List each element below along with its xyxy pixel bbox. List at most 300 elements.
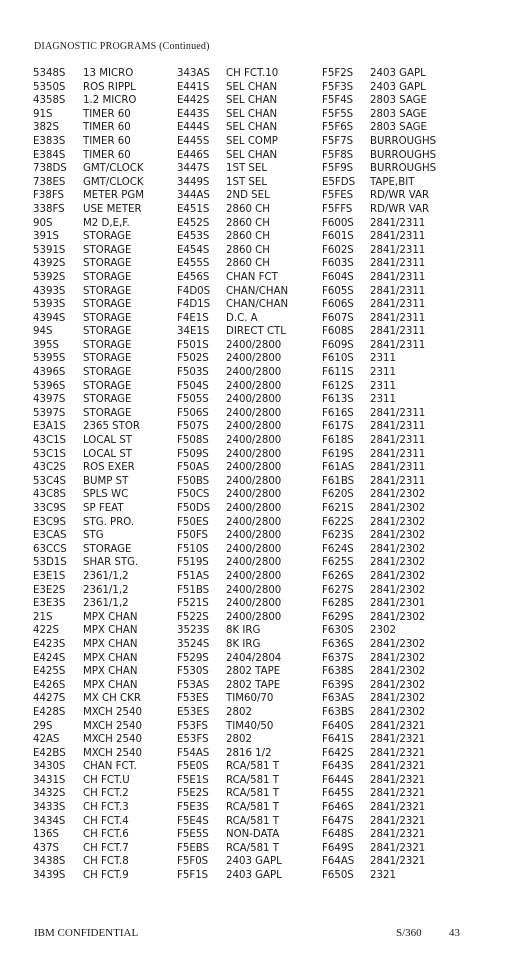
- cell-name-3: 2841/2302: [370, 489, 426, 501]
- cell-code-1: 43C1S: [33, 435, 67, 447]
- cell-code-2: F522S: [177, 611, 209, 623]
- table-row: [0, 81, 526, 95]
- cell-code-3: F641S: [322, 734, 354, 746]
- cell-name-2: CHAN/CHAN: [226, 299, 289, 311]
- page-number: 43: [449, 927, 460, 939]
- cell-name-2: 2400/2800: [226, 407, 282, 419]
- cell-code-1: E384S: [33, 149, 66, 161]
- table-row: [0, 787, 526, 801]
- cell-code-2: F5F0S: [177, 856, 209, 868]
- cell-name-2: TIM60/70: [226, 693, 274, 705]
- cell-code-2: F4D1S: [177, 299, 211, 311]
- cell-name-2: CHAN/CHAN: [226, 285, 289, 297]
- cell-name-2: 2400/2800: [226, 435, 282, 447]
- cell-name-1: MX CH CKR: [83, 693, 141, 705]
- cell-name-3: TAPE,BIT: [370, 176, 415, 188]
- table-row: [0, 121, 526, 135]
- cell-code-1: 4392S: [33, 258, 66, 270]
- cell-name-2: 2860 CH: [226, 231, 270, 243]
- cell-code-1: 437S: [33, 842, 59, 854]
- cell-name-1: MPX CHAN: [83, 638, 138, 650]
- cell-name-1: MPX CHAN: [83, 679, 138, 691]
- cell-name-2: 2802 TAPE: [226, 679, 281, 691]
- cell-name-2: 2400/2800: [226, 394, 282, 406]
- cell-name-1: STORAGE: [83, 312, 132, 324]
- table-row: [0, 176, 526, 190]
- cell-name-1: STORAGE: [83, 258, 132, 270]
- cell-code-1: 5397S: [33, 407, 66, 419]
- table-row: [0, 393, 526, 407]
- cell-code-2: F502S: [177, 353, 209, 365]
- cell-code-1: 4393S: [33, 285, 66, 297]
- cell-code-3: F620S: [322, 489, 354, 501]
- table-row: [0, 869, 526, 883]
- cell-code-3: E5FDS: [322, 176, 356, 188]
- cell-code-3: F610S: [322, 353, 354, 365]
- cell-name-1: METER PGM: [83, 190, 145, 202]
- table-row: [0, 842, 526, 856]
- cell-code-1: 3434S: [33, 815, 66, 827]
- cell-name-3: 2841/2302: [370, 543, 426, 555]
- cell-name-3: 2841/2302: [370, 706, 426, 718]
- cell-code-2: 3524S: [177, 638, 210, 650]
- cell-name-1: STORAGE: [83, 407, 132, 419]
- cell-code-1: 43C8S: [33, 489, 67, 501]
- cell-code-3: F638S: [322, 666, 354, 678]
- cell-code-1: E425S: [33, 666, 66, 678]
- cell-code-3: F603S: [322, 258, 354, 270]
- cell-name-3: BURROUGHS: [370, 149, 437, 161]
- cell-code-3: F636S: [322, 638, 354, 650]
- cell-name-2: SEL CHAN: [226, 122, 278, 134]
- cell-name-1: 1.2 MICRO: [83, 95, 137, 107]
- cell-code-3: F618S: [322, 435, 354, 447]
- cell-name-3: 2841/2311: [370, 271, 426, 283]
- cell-name-1: SP FEAT: [83, 503, 124, 514]
- cell-code-2: F529S: [177, 652, 209, 664]
- cell-code-2: E53FS: [177, 734, 209, 746]
- table-row: [0, 488, 526, 502]
- cell-code-1: 738DS: [33, 163, 67, 175]
- cell-name-2: 2400/2800: [226, 584, 282, 596]
- cell-name-2: D.C. A: [226, 312, 258, 324]
- cell-code-3: F611S: [322, 367, 354, 379]
- cell-code-3: F621S: [322, 503, 354, 514]
- cell-code-2: F50AS: [177, 462, 210, 474]
- cell-name-2: 2400/2800: [226, 557, 282, 569]
- cell-name-3: 2803 SAGE: [370, 95, 427, 107]
- cell-code-2: F510S: [177, 543, 209, 555]
- cell-name-3: 2841/2302: [370, 638, 426, 650]
- cell-name-2: 2400/2800: [226, 611, 282, 623]
- table-row: [0, 149, 526, 163]
- cell-name-3: 2841/2302: [370, 666, 426, 678]
- cell-name-1: STORAGE: [83, 326, 132, 338]
- cell-code-3: F605S: [322, 285, 354, 297]
- cell-name-2: SEL CHAN: [226, 81, 278, 93]
- cell-name-1: USE METER: [83, 203, 142, 215]
- table-row: [0, 584, 526, 598]
- cell-name-1: CH FCT.8: [83, 856, 129, 868]
- cell-code-1: 5348S: [33, 68, 66, 79]
- cell-code-2: E446S: [177, 149, 210, 161]
- cell-name-2: 1ST SEL: [226, 176, 267, 188]
- cell-code-3: F61BS: [322, 475, 355, 487]
- cell-name-1: STORAGE: [83, 339, 132, 351]
- table-row: [0, 543, 526, 557]
- cell-name-2: 2400/2800: [226, 475, 282, 487]
- table-row: [0, 257, 526, 271]
- table-row: [0, 556, 526, 570]
- cell-code-2: F5E2S: [177, 788, 209, 800]
- cell-name-1: CH FCT.6: [83, 829, 129, 841]
- cell-name-2: 2400/2800: [226, 530, 282, 542]
- cell-code-1: 395S: [33, 339, 59, 351]
- cell-name-3: 2803 SAGE: [370, 122, 427, 134]
- cell-name-2: NON-DATA: [226, 829, 280, 841]
- cell-name-2: TIM40/50: [226, 720, 274, 732]
- cell-name-1: MPX CHAN: [83, 652, 138, 664]
- cell-code-2: F5E3S: [177, 802, 209, 814]
- cell-name-1: STORAGE: [83, 285, 132, 297]
- cell-name-3: BURROUGHS: [370, 135, 437, 147]
- cell-code-2: F5F1S: [177, 870, 209, 882]
- cell-name-3: 2841/2311: [370, 231, 426, 243]
- cell-code-2: F4E1S: [177, 312, 209, 324]
- cell-name-3: 2841/2321: [370, 856, 426, 868]
- cell-name-2: 8K IRG: [226, 638, 261, 650]
- cell-code-2: F54AS: [177, 747, 210, 759]
- cell-name-2: RCA/581 T: [226, 842, 279, 854]
- cell-code-2: F5E1S: [177, 774, 209, 786]
- cell-name-2: SEL CHAN: [226, 95, 278, 107]
- cell-name-2: 2802 TAPE: [226, 666, 281, 678]
- cell-code-3: F647S: [322, 815, 354, 827]
- cell-code-3: F609S: [322, 339, 354, 351]
- cell-name-2: RCA/581 T: [226, 774, 279, 786]
- cell-code-3: F646S: [322, 802, 354, 814]
- cell-code-2: E444S: [177, 122, 210, 134]
- cell-name-3: 2841/2311: [370, 244, 426, 256]
- table-row: [0, 652, 526, 666]
- cell-code-3: F64AS: [322, 856, 355, 868]
- cell-code-1: E3E3S: [33, 598, 66, 610]
- cell-name-3: 2311: [370, 394, 396, 406]
- cell-name-3: 2841/2301: [370, 598, 426, 610]
- cell-code-3: F639S: [322, 679, 354, 691]
- cell-code-2: F5E4S: [177, 815, 209, 827]
- table-row: [0, 516, 526, 530]
- cell-code-2: 3523S: [177, 625, 210, 637]
- table-row: [0, 638, 526, 652]
- cell-code-2: E441S: [177, 81, 210, 93]
- cell-name-3: 2841/2302: [370, 611, 426, 623]
- cell-code-2: F508S: [177, 435, 209, 447]
- table-row: [0, 244, 526, 258]
- cell-code-3: F622S: [322, 516, 354, 528]
- cell-name-1: STORAGE: [83, 353, 132, 365]
- cell-code-1: 3439S: [33, 870, 66, 882]
- cell-code-3: F63AS: [322, 693, 355, 705]
- cell-code-2: F53ES: [177, 693, 209, 705]
- cell-name-1: TIMER 60: [83, 108, 131, 120]
- table-row: [0, 720, 526, 734]
- table-row: [0, 706, 526, 720]
- table-row: [0, 366, 526, 380]
- cell-code-3: F5F6S: [322, 122, 354, 134]
- cell-code-1: 3432S: [33, 788, 66, 800]
- cell-code-2: E451S: [177, 203, 210, 215]
- cell-name-1: STG: [83, 530, 104, 542]
- program-table: [0, 67, 526, 883]
- cell-name-2: 2860 CH: [226, 203, 270, 215]
- cell-code-2: F506S: [177, 407, 209, 419]
- cell-name-3: 2841/2302: [370, 679, 426, 691]
- table-row: [0, 828, 526, 842]
- table-row: [0, 325, 526, 339]
- cell-name-2: RCA/581 T: [226, 761, 279, 773]
- cell-name-3: 2841/2321: [370, 842, 426, 854]
- cell-code-3: F643S: [322, 761, 354, 773]
- cell-code-1: 5392S: [33, 271, 66, 283]
- table-row: [0, 285, 526, 299]
- table-row: [0, 570, 526, 584]
- cell-code-1: 5396S: [33, 380, 66, 392]
- cell-name-3: 2311: [370, 367, 396, 379]
- cell-code-1: 4397S: [33, 394, 66, 406]
- cell-name-1: LOCAL ST: [83, 448, 133, 460]
- cell-code-2: E53ES: [177, 706, 210, 718]
- cell-code-1: E428S: [33, 706, 66, 718]
- cell-name-1: STG. PRO.: [83, 516, 135, 528]
- cell-name-1: CH FCT.7: [83, 842, 129, 854]
- cell-code-2: F5EBS: [177, 842, 210, 854]
- cell-name-3: 2841/2311: [370, 326, 426, 338]
- cell-name-2: 2400/2800: [226, 462, 282, 474]
- cell-name-2: 2400/2800: [226, 421, 282, 433]
- cell-name-3: 2841/2302: [370, 530, 426, 542]
- cell-code-1: 5395S: [33, 353, 66, 365]
- cell-name-1: STORAGE: [83, 394, 132, 406]
- cell-name-1: LOCAL ST: [83, 435, 133, 447]
- cell-name-3: 2403 GAPL: [370, 68, 426, 79]
- cell-code-2: F4D0S: [177, 285, 211, 297]
- cell-name-3: 2841/2302: [370, 557, 426, 569]
- cell-code-3: F613S: [322, 394, 354, 406]
- cell-name-3: 2841/2321: [370, 734, 426, 746]
- table-row: [0, 312, 526, 326]
- cell-code-2: F503S: [177, 367, 209, 379]
- cell-name-2: 2400/2800: [226, 598, 282, 610]
- table-row: [0, 529, 526, 543]
- cell-code-1: 21S: [33, 611, 53, 623]
- cell-name-3: 2841/2321: [370, 720, 426, 732]
- cell-code-1: 3430S: [33, 761, 66, 773]
- cell-code-2: 343AS: [177, 68, 210, 79]
- cell-code-3: F624S: [322, 543, 354, 555]
- table-row: [0, 733, 526, 747]
- cell-name-2: 2860 CH: [226, 244, 270, 256]
- table-row: [0, 611, 526, 625]
- cell-name-3: 2321: [370, 870, 396, 882]
- cell-code-2: E453S: [177, 231, 210, 243]
- table-row: [0, 339, 526, 353]
- cell-name-1: CH FCT.9: [83, 870, 129, 882]
- cell-code-3: F650S: [322, 870, 354, 882]
- cell-code-3: F63BS: [322, 706, 355, 718]
- cell-code-1: 3433S: [33, 802, 66, 814]
- cell-name-3: 2841/2302: [370, 693, 426, 705]
- table-row: [0, 801, 526, 815]
- cell-code-3: F607S: [322, 312, 354, 324]
- cell-code-2: F5E5S: [177, 829, 209, 841]
- cell-name-1: SPLS WC: [83, 489, 129, 501]
- table-row: [0, 298, 526, 312]
- cell-name-2: 2802: [226, 734, 252, 746]
- table-row: [0, 162, 526, 176]
- cell-name-1: MXCH 2540: [83, 734, 142, 746]
- cell-name-1: TIMER 60: [83, 149, 131, 161]
- table-row: [0, 380, 526, 394]
- cell-name-1: MXCH 2540: [83, 706, 142, 718]
- cell-code-2: F505S: [177, 394, 209, 406]
- cell-code-1: 42AS: [33, 734, 60, 746]
- cell-name-1: GMT/CLOCK: [83, 163, 144, 175]
- cell-name-3: 2302: [370, 625, 396, 637]
- table-row: [0, 597, 526, 611]
- cell-name-1: CH FCT.4: [83, 815, 129, 827]
- cell-name-1: CH FCT.2: [83, 788, 129, 800]
- cell-code-2: 3449S: [177, 176, 210, 188]
- cell-name-2: 2400/2800: [226, 570, 282, 582]
- table-row: [0, 475, 526, 489]
- cell-code-1: 43C2S: [33, 462, 67, 474]
- cell-code-2: E445S: [177, 135, 210, 147]
- cell-name-2: 2860 CH: [226, 217, 270, 229]
- cell-code-3: F616S: [322, 407, 354, 419]
- cell-name-3: 2841/2311: [370, 407, 426, 419]
- confidential-label: IBM CONFIDENTIAL: [34, 927, 139, 939]
- cell-name-2: CH FCT.10: [226, 68, 279, 79]
- cell-name-2: 2400/2800: [226, 367, 282, 379]
- cell-code-3: F604S: [322, 271, 354, 283]
- cell-name-3: 2841/2302: [370, 570, 426, 582]
- cell-code-3: F626S: [322, 570, 354, 582]
- cell-code-1: 382S: [33, 122, 59, 134]
- cell-name-1: M2 D,E,F.: [83, 217, 130, 229]
- cell-name-1: CH FCT.3: [83, 802, 129, 814]
- table-row: [0, 108, 526, 122]
- cell-name-2: 2400/2800: [226, 353, 282, 365]
- cell-name-2: 1ST SEL: [226, 163, 267, 175]
- cell-code-3: F601S: [322, 231, 354, 243]
- cell-name-3: 2841/2302: [370, 652, 426, 664]
- cell-code-3: F5F4S: [322, 95, 354, 107]
- cell-code-1: 3431S: [33, 774, 66, 786]
- cell-code-2: F51BS: [177, 584, 210, 596]
- cell-name-1: STORAGE: [83, 244, 132, 256]
- cell-code-2: F509S: [177, 448, 209, 460]
- cell-code-3: F649S: [322, 842, 354, 854]
- cell-name-2: 2400/2800: [226, 448, 282, 460]
- cell-name-2: 2860 CH: [226, 258, 270, 270]
- cell-code-2: E455S: [177, 258, 210, 270]
- cell-code-3: F606S: [322, 299, 354, 311]
- cell-name-1: ROS EXER: [83, 462, 135, 474]
- cell-code-2: E456S: [177, 271, 210, 283]
- cell-name-3: 2841/2311: [370, 435, 426, 447]
- table-row: [0, 230, 526, 244]
- cell-code-1: E3CAS: [33, 530, 67, 542]
- table-row: [0, 502, 526, 516]
- cell-code-3: F619S: [322, 448, 354, 460]
- cell-code-3: F5F5S: [322, 108, 354, 120]
- cell-name-3: 2841/2311: [370, 217, 426, 229]
- cell-name-1: STORAGE: [83, 299, 132, 311]
- cell-code-1: 338FS: [33, 203, 65, 215]
- cell-name-3: 2841/2311: [370, 462, 426, 474]
- cell-code-2: F53FS: [177, 720, 208, 732]
- cell-name-2: 2404/2804: [226, 652, 282, 664]
- cell-code-2: E452S: [177, 217, 210, 229]
- table-row: [0, 217, 526, 231]
- table-row: [0, 692, 526, 706]
- cell-name-3: 2311: [370, 380, 396, 392]
- cell-code-1: E3E1S: [33, 570, 66, 582]
- cell-name-2: 2403 GAPL: [226, 870, 282, 882]
- cell-name-2: 2400/2800: [226, 503, 282, 514]
- cell-code-3: F5F9S: [322, 163, 354, 175]
- cell-code-2: F507S: [177, 421, 209, 433]
- cell-name-1: MPX CHAN: [83, 666, 138, 678]
- cell-code-2: E454S: [177, 244, 210, 256]
- cell-code-2: 3447S: [177, 163, 210, 175]
- cell-code-2: F519S: [177, 557, 209, 569]
- cell-name-1: 2361/1,2: [83, 570, 129, 582]
- cell-name-1: 2365 STOR: [83, 421, 140, 433]
- cell-code-2: F53AS: [177, 679, 210, 691]
- table-row: [0, 747, 526, 761]
- cell-code-1: F38FS: [33, 190, 64, 202]
- cell-name-3: BURROUGHS: [370, 163, 437, 175]
- cell-name-2: 2403 GAPL: [226, 856, 282, 868]
- cell-name-2: 2802: [226, 706, 252, 718]
- cell-name-1: STORAGE: [83, 543, 132, 555]
- cell-code-3: F645S: [322, 788, 354, 800]
- cell-code-3: F5F2S: [322, 68, 354, 79]
- cell-name-3: 2841/2321: [370, 815, 426, 827]
- cell-name-1: MXCH 2540: [83, 747, 142, 759]
- cell-name-1: TIMER 60: [83, 122, 131, 134]
- cell-code-3: F612S: [322, 380, 354, 392]
- cell-name-3: RD/WR VAR: [370, 203, 430, 215]
- table-row: [0, 94, 526, 108]
- cell-code-1: 3438S: [33, 856, 66, 868]
- cell-name-3: 2403 GAPL: [370, 81, 426, 93]
- cell-code-1: E424S: [33, 652, 66, 664]
- cell-code-1: 63CCS: [33, 543, 67, 555]
- cell-name-1: SHAR STG.: [83, 557, 139, 569]
- cell-name-2: DIRECT CTL: [226, 326, 286, 338]
- cell-code-1: 391S: [33, 231, 59, 243]
- cell-code-2: F50BS: [177, 475, 210, 487]
- cell-name-1: CHAN FCT.: [83, 761, 137, 773]
- cell-name-1: 2361/1,2: [83, 598, 129, 610]
- cell-name-2: 2400/2800: [226, 516, 282, 528]
- cell-name-2: RCA/581 T: [226, 815, 279, 827]
- cell-name-3: 2841/2311: [370, 475, 426, 487]
- cell-name-1: STORAGE: [83, 367, 132, 379]
